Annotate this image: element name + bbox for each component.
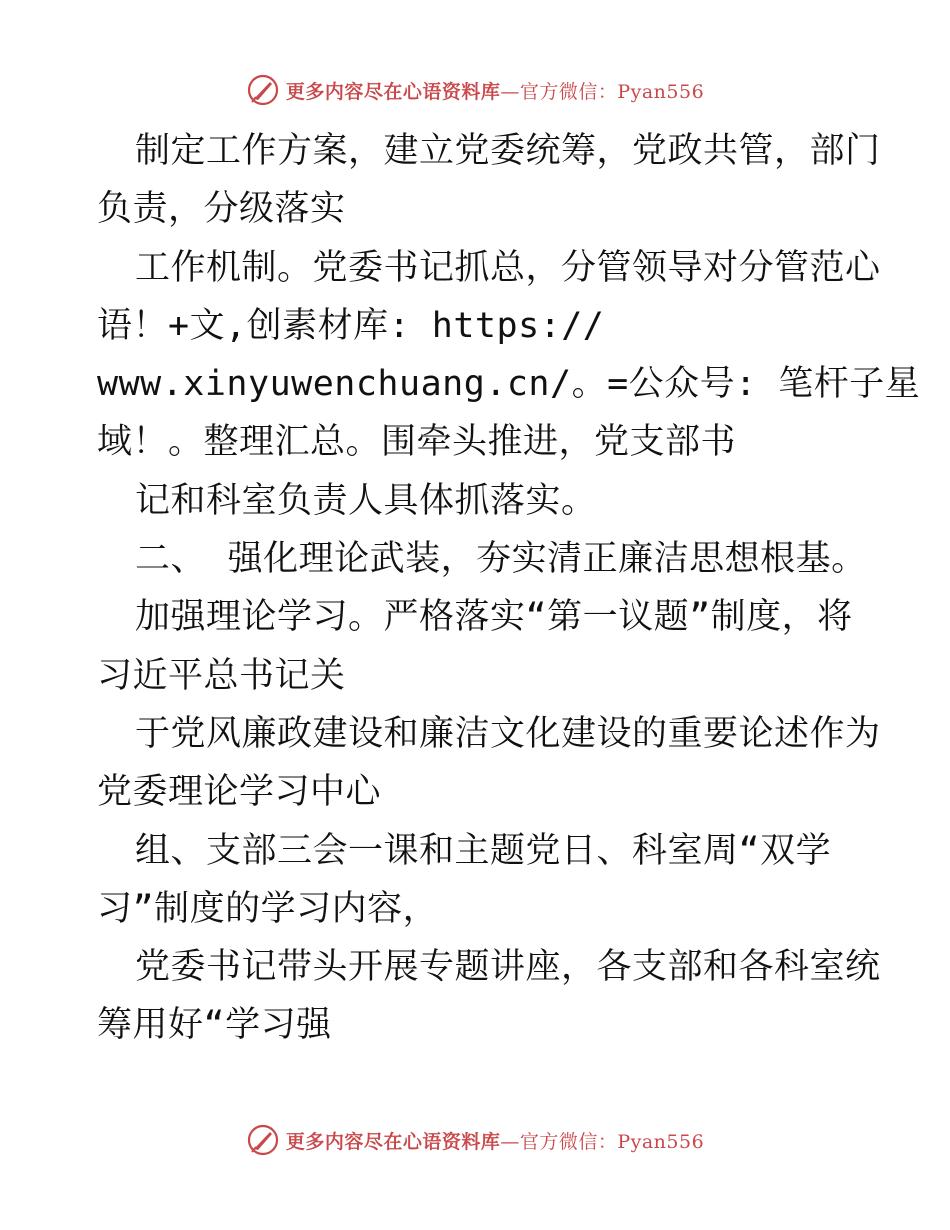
body-line: www.xinyuwenchuang.cn/。=公众号: 笔杆子星 — [97, 364, 921, 405]
body-line: 党委理论学习中心 — [97, 772, 382, 813]
quill-logo-icon — [246, 73, 280, 107]
body-line: 习近平总书记关 — [97, 655, 346, 696]
body-line: 于党风廉政建设和廉洁文化建设的重要论述作为 — [135, 713, 881, 754]
banner-suffix-text: 官方微信：Pyan556 — [519, 1130, 705, 1153]
quill-logo-icon — [246, 1123, 280, 1157]
body-line: 工作机制。党委书记抓总，分管领导对分管范心 — [135, 247, 881, 288]
body-line: 加强理论学习。严格落实“第一议题”制度，将 — [135, 597, 853, 638]
body-line: 记和科室负责人具体抓落实。 — [135, 480, 597, 521]
body-line: 筹用好“学习强 — [97, 1005, 332, 1046]
banner-separator: — — [500, 80, 520, 103]
body-line: 制定工作方案，建立党委统筹，党政共管，部门 — [135, 131, 881, 171]
section-heading: 二、 强化理论武装，夯实清正廉洁思想根基。 — [135, 539, 867, 580]
banner-main-text: 更多内容尽在心语资料库 — [285, 80, 501, 103]
body-line: 语！+文,创素材库: https:// — [97, 305, 605, 346]
banner-separator: — — [500, 1130, 520, 1153]
banner-main-text: 更多内容尽在心语资料库 — [285, 1130, 501, 1153]
footer-watermark-banner — [0, 1120, 950, 1160]
banner-suffix-text: 官方微信：Pyan556 — [519, 80, 705, 103]
body-line: 习”制度的学习内容， — [97, 888, 439, 929]
header-watermark-banner — [0, 70, 950, 110]
body-line: 负责，分级落实 — [97, 189, 346, 230]
body-line: 域！。整理汇总。围牵头推进，党支部书 — [97, 422, 737, 463]
document-body — [97, 122, 921, 1055]
body-line: 组、支部三会一课和主题党日、科室周“双学 — [135, 830, 832, 871]
body-line: 党委书记带头开展专题讲座，各支部和各科室统 — [135, 947, 881, 988]
